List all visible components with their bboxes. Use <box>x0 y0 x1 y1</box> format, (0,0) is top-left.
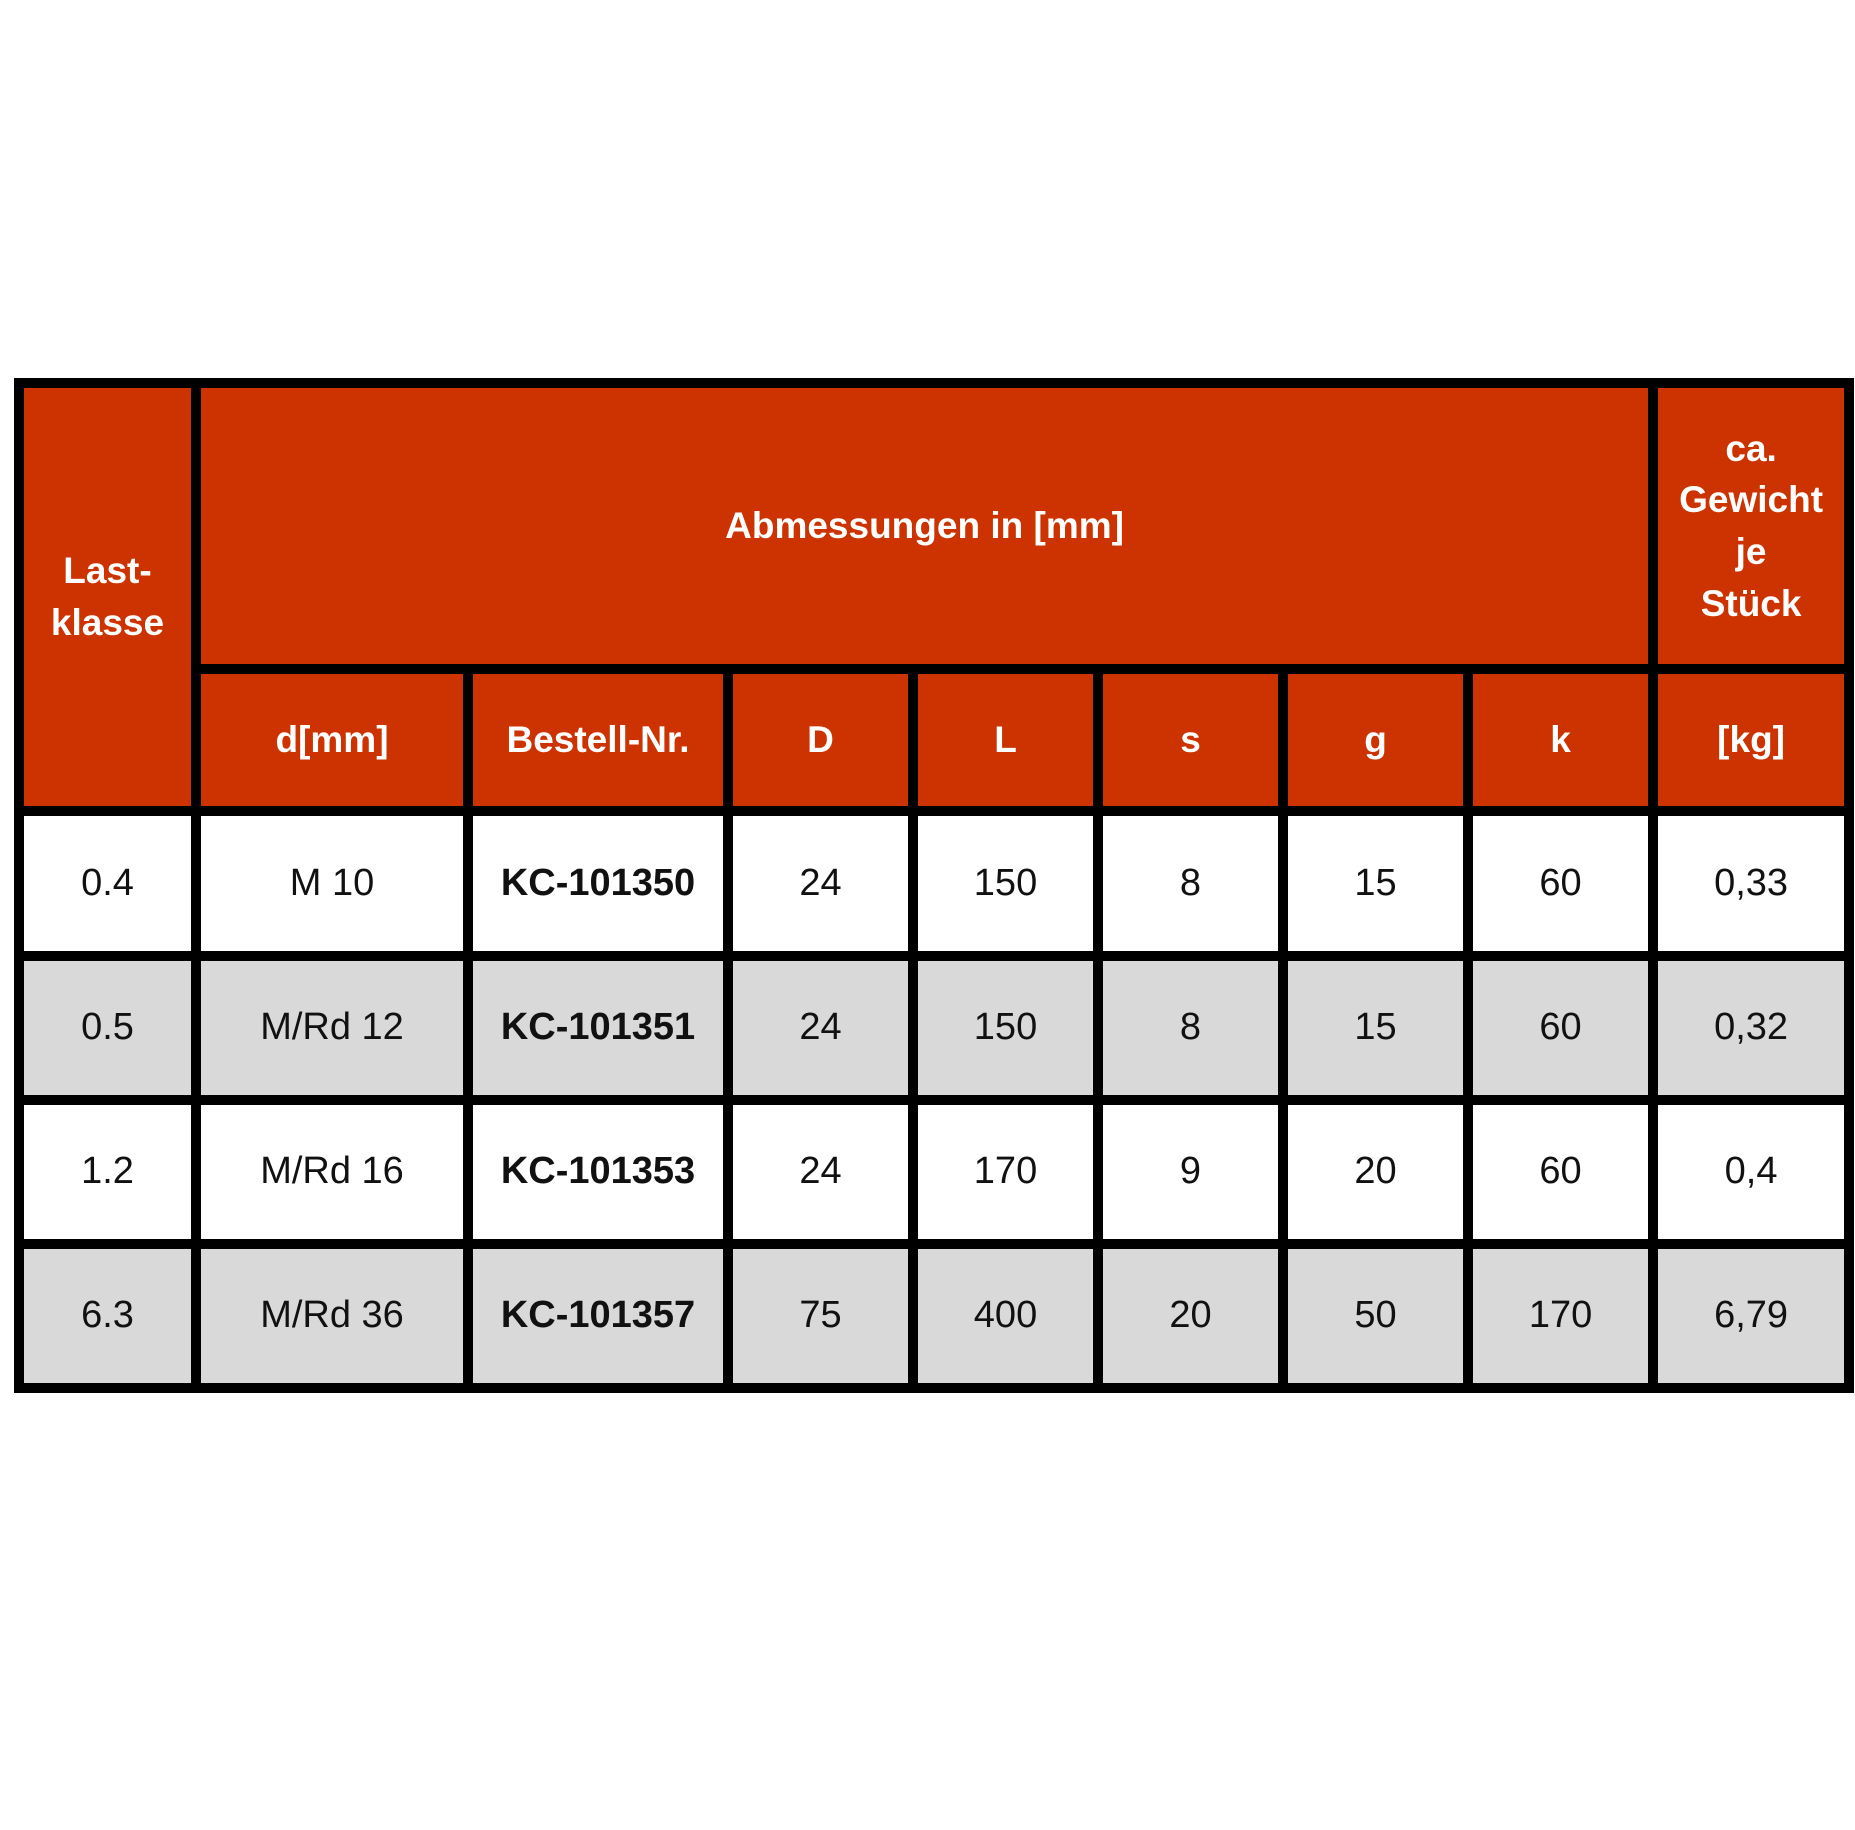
cell-g: 15 <box>1288 961 1463 1095</box>
cell-D: 75 <box>733 1249 908 1383</box>
cell-g: 20 <box>1288 1105 1463 1239</box>
cell-d-mm: M/Rd 12 <box>201 961 463 1095</box>
cell-L: 150 <box>918 816 1093 950</box>
header-gewicht: ca. Gewicht je Stück <box>1658 388 1844 664</box>
cell-k: 60 <box>1473 1105 1648 1239</box>
cell-s: 8 <box>1103 961 1278 1095</box>
cell-k: 170 <box>1473 1249 1648 1383</box>
cell-g: 50 <box>1288 1249 1463 1383</box>
cell-d-mm: M/Rd 36 <box>201 1249 463 1383</box>
cell-s: 20 <box>1103 1249 1278 1383</box>
cell-D: 24 <box>733 1105 908 1239</box>
cell-lastklasse: 1.2 <box>24 1105 191 1239</box>
header-row-top <box>24 388 1844 664</box>
header-col-d-mm: d[mm] <box>201 674 463 806</box>
cell-g: 15 <box>1288 816 1463 950</box>
header-col-kg: [kg] <box>1658 674 1844 806</box>
cell-bestell-nr: KC-101357 <box>473 1249 723 1383</box>
cell-s: 9 <box>1103 1105 1278 1239</box>
cell-lastklasse: 0.4 <box>24 816 191 950</box>
header-col-g: g <box>1288 674 1463 806</box>
header-col-bestell-nr: Bestell-Nr. <box>473 674 723 806</box>
cell-gewicht: 0,32 <box>1658 961 1844 1095</box>
cell-s: 8 <box>1103 816 1278 950</box>
cell-d-mm: M 10 <box>201 816 463 950</box>
cell-bestell-nr: KC-101351 <box>473 961 723 1095</box>
header-row-sub <box>24 674 1844 806</box>
cell-bestell-nr: KC-101350 <box>473 816 723 950</box>
cell-L: 150 <box>918 961 1093 1095</box>
spec-table <box>14 378 1854 1393</box>
cell-gewicht: 6,79 <box>1658 1249 1844 1383</box>
cell-gewicht: 0,4 <box>1658 1105 1844 1239</box>
cell-L: 170 <box>918 1105 1093 1239</box>
cell-k: 60 <box>1473 816 1648 950</box>
cell-d-mm: M/Rd 16 <box>201 1105 463 1239</box>
cell-k: 60 <box>1473 961 1648 1095</box>
table-row <box>24 816 1844 950</box>
cell-bestell-nr: KC-101353 <box>473 1105 723 1239</box>
cell-D: 24 <box>733 961 908 1095</box>
cell-gewicht: 0,33 <box>1658 816 1844 950</box>
header-col-k: k <box>1473 674 1648 806</box>
header-col-L: L <box>918 674 1093 806</box>
header-abmessungen: Abmessungen in [mm] <box>201 388 1648 664</box>
spec-table-grid <box>14 378 1854 1393</box>
table-row <box>24 961 1844 1095</box>
cell-lastklasse: 6.3 <box>24 1249 191 1383</box>
header-lastklasse: Last- klasse <box>24 388 191 806</box>
cell-L: 400 <box>918 1249 1093 1383</box>
cell-lastklasse: 0.5 <box>24 961 191 1095</box>
table-row <box>24 1249 1844 1383</box>
header-col-D: D <box>733 674 908 806</box>
header-col-s: s <box>1103 674 1278 806</box>
table-row <box>24 1105 1844 1239</box>
cell-D: 24 <box>733 816 908 950</box>
